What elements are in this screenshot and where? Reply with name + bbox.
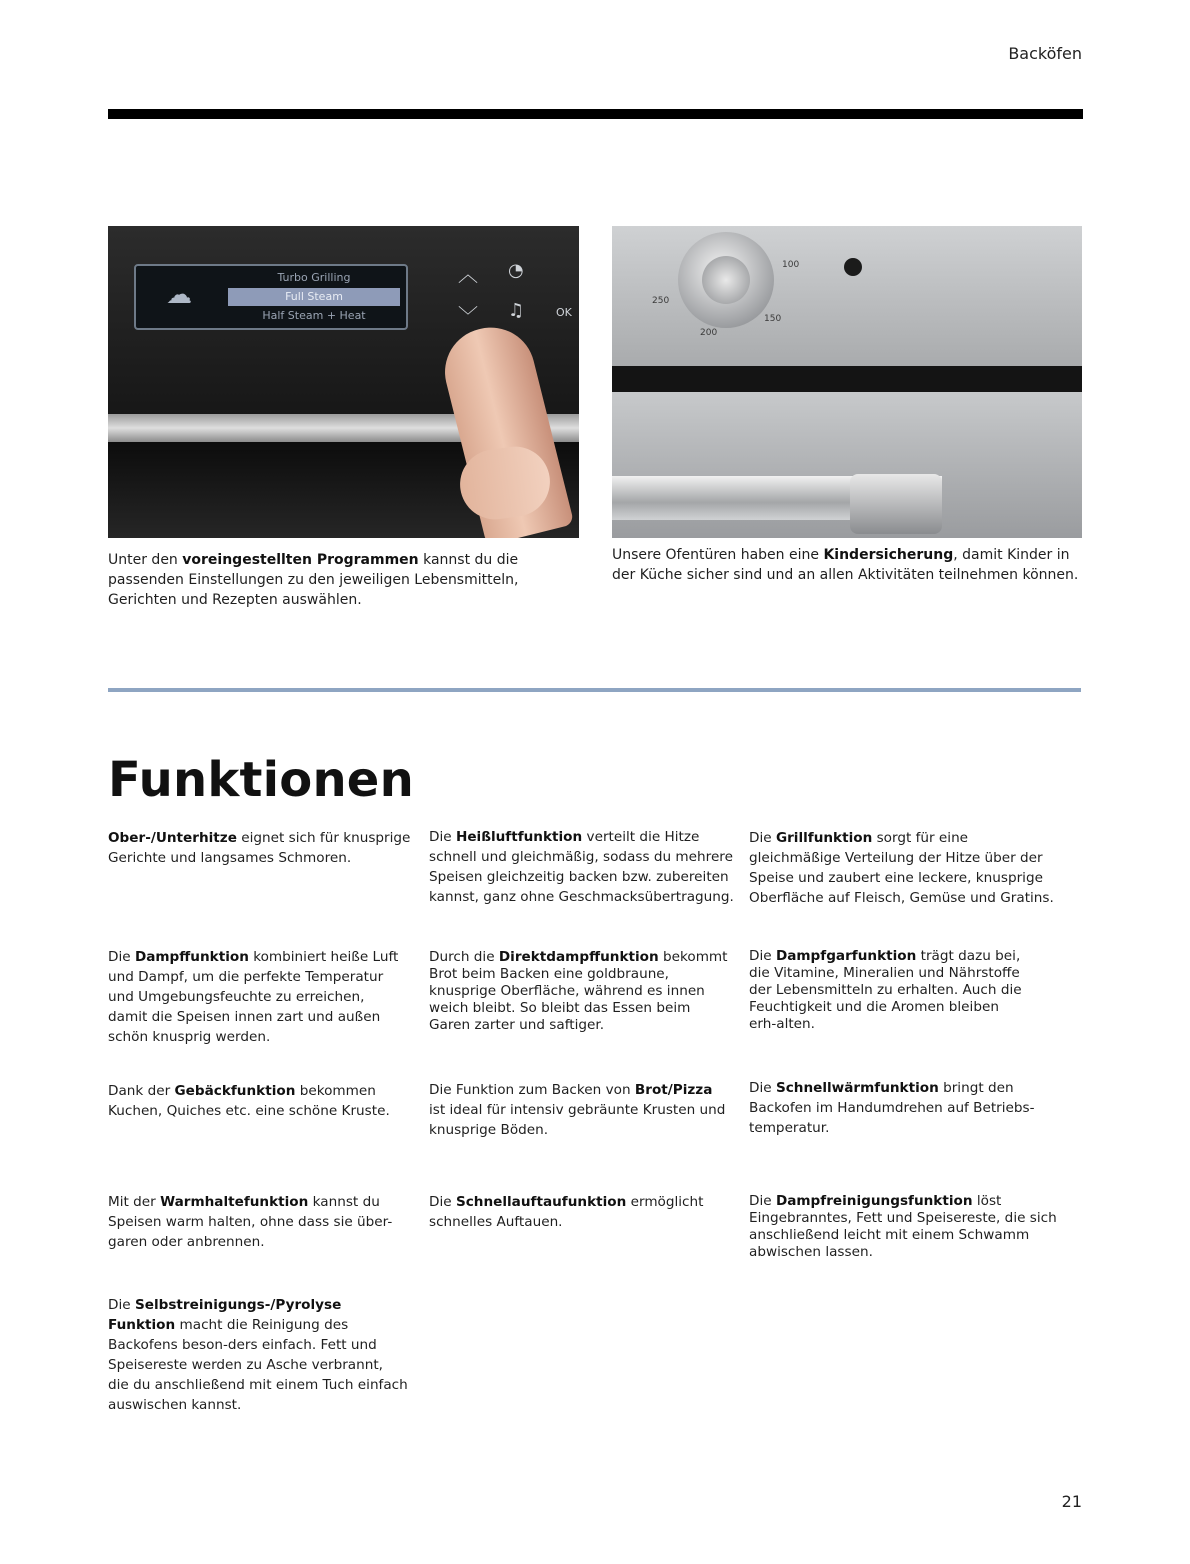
feature-text: macht die Reinigung des Backofens beson-ders einfach. Fett und Speisereste werden zu Asche verbrannt, die du anschließend mit einem Tuch einfach auswischen kannst. bbox=[108, 1317, 408, 1413]
ok-button-label: OK bbox=[556, 306, 572, 319]
dial-mark: 200 bbox=[700, 328, 718, 338]
feature-item bbox=[108, 1081, 398, 1121]
indicator-light bbox=[844, 258, 862, 276]
feature-text: ist ideal für intensiv gebräunte Krusten und knusprige Böden. bbox=[429, 1102, 726, 1138]
dial-mark: 250 bbox=[652, 296, 670, 306]
handle-end-cap bbox=[850, 474, 942, 534]
chevron-down-icon: ﹀ bbox=[458, 304, 478, 328]
feature-item bbox=[429, 1080, 729, 1140]
page-number: 21 bbox=[1061, 1492, 1082, 1511]
feature-text: Die bbox=[108, 1297, 135, 1313]
dial-mark: 100 bbox=[782, 260, 800, 270]
feature-text: ermöglicht schnelles Auftauen. bbox=[429, 1194, 704, 1230]
caption-programs bbox=[108, 550, 578, 610]
feature-text: bekommen Kuchen, Quiches etc. eine schöne Kruste. bbox=[108, 1083, 390, 1119]
feature-name: Schnellauftaufunktion bbox=[455, 1194, 627, 1210]
feature-text: löst Eingebranntes, Fett und Speisereste, die sich anschließend leicht mit einem Schwamm abwischen lassen. bbox=[749, 1193, 1057, 1260]
feature-text: Die bbox=[749, 830, 776, 846]
feature-name: Dampfgarfunktion bbox=[775, 948, 917, 964]
feature-text: Die bbox=[429, 829, 456, 845]
oven-door-photo bbox=[612, 226, 1082, 538]
steam-icon: ☁ bbox=[166, 280, 192, 310]
door-gap bbox=[612, 366, 1082, 392]
display-line: Turbo Grilling bbox=[277, 271, 351, 284]
feature-text: sorgt für eine gleichmäßige Verteilung der Hitze über der Speise und zaubert eine leckere, knusprige Oberfläche auf Fleisch, Gemüse und Gratins. bbox=[749, 830, 1054, 906]
lcd-display bbox=[134, 264, 408, 330]
feature-item bbox=[749, 1193, 1059, 1261]
chevron-up-icon: ︿ bbox=[458, 262, 478, 286]
feature-text: Die bbox=[749, 948, 776, 964]
dial-mark: 150 bbox=[764, 314, 782, 324]
feature-item bbox=[108, 828, 413, 868]
feature-text: eignet sich für knusprige Gerichte und langsames Schmoren. bbox=[108, 830, 411, 866]
caption-text: Unsere Ofentüren haben eine bbox=[612, 547, 824, 563]
feature-item bbox=[429, 1192, 709, 1232]
feature-text: bringt den Backofen im Handumdrehen auf Betriebs-temperatur. bbox=[749, 1080, 1035, 1136]
feature-item bbox=[429, 949, 734, 1034]
page-title: Funktionen bbox=[108, 752, 414, 808]
feature-name: Warmhaltefunktion bbox=[160, 1194, 309, 1210]
feature-name: Brot/Pizza bbox=[634, 1082, 713, 1098]
feature-text: kannst du Speisen warm halten, ohne dass sie über-garen oder anbrennen. bbox=[108, 1194, 393, 1250]
clock-icon: ◔ bbox=[508, 260, 524, 281]
feature-item bbox=[749, 948, 1029, 1033]
feature-name: Grillfunktion bbox=[775, 830, 873, 846]
feature-text: Die bbox=[749, 1193, 776, 1209]
bell-icon: ♫ bbox=[508, 300, 525, 321]
caption-bold: Kindersicherung bbox=[823, 547, 954, 563]
top-rule bbox=[108, 109, 1083, 119]
display-line-selected: Full Steam bbox=[228, 288, 400, 306]
knob-cap bbox=[702, 256, 750, 304]
caption-bold: voreingestellten Programmen bbox=[182, 552, 419, 568]
feature-item bbox=[108, 1192, 393, 1252]
feature-name: Heißluftfunktion bbox=[455, 829, 583, 845]
control-panel-photo bbox=[108, 226, 579, 538]
caption-text: kannst du die passenden Einstellungen zu den jeweiligen Lebensmitteln, Gerichten und Rezepten auswählen. bbox=[108, 552, 519, 608]
feature-text: kombiniert heiße Luft und Dampf, um die perfekte Temperatur und Umgebungsfeuchte zu erreichen, damit die Speisen innen zart und außen schön knusprig werden. bbox=[108, 949, 399, 1045]
display-line: Half Steam + Heat bbox=[262, 309, 366, 322]
feature-name: Selbstreinigungs-/Pyrolyse Funktion bbox=[108, 1297, 342, 1333]
feature-text: trägt dazu bei, die Vitamine, Mineralien und Nährstoffe der Lebensmitteln zu erhalten. Auch die Feuchtigkeit und die Aromen bleiben erh-alten. bbox=[749, 948, 1022, 1032]
feature-text: bekommt Brot beim Backen eine goldbraune, knusprige Oberfläche, während es innen weich bleibt. So bleibt das Essen beim Garen zarter und saftiger. bbox=[429, 949, 728, 1033]
caption-text: Unter den bbox=[108, 552, 183, 568]
feature-name: Direktdampffunktion bbox=[498, 949, 659, 965]
feature-item bbox=[429, 827, 734, 907]
feature-name: Dampfreinigungsfunktion bbox=[775, 1193, 973, 1209]
section-label: Backöfen bbox=[1008, 44, 1082, 63]
feature-name: Schnellwärmfunktion bbox=[775, 1080, 939, 1096]
feature-name: Dampffunktion bbox=[134, 949, 249, 965]
caption-text: , damit Kinder in der Küche sicher sind und an allen Aktivitäten teilnehmen können. bbox=[612, 547, 1079, 583]
feature-text: Die bbox=[429, 1194, 456, 1210]
caption-child-lock bbox=[612, 545, 1082, 585]
feature-item bbox=[108, 947, 408, 1047]
feature-item bbox=[108, 1295, 408, 1415]
feature-text: Dank der bbox=[108, 1083, 175, 1099]
feature-name: Ober-/Unterhitze bbox=[108, 830, 237, 846]
feature-text: Die bbox=[108, 949, 135, 965]
feature-item bbox=[749, 1078, 1039, 1138]
feature-text: verteilt die Hitze schnell und gleichmäßig, sodass du mehrere Speisen gleichzeitig backen bzw. zubereiten kannst, ganz ohne Geschmacksübertragung. bbox=[429, 829, 734, 905]
feature-text: Die bbox=[749, 1080, 776, 1096]
section-divider bbox=[108, 688, 1081, 692]
feature-text: Die Funktion zum Backen von bbox=[429, 1082, 635, 1098]
feature-item bbox=[749, 828, 1054, 908]
feature-text: Mit der bbox=[108, 1194, 161, 1210]
feature-name: Gebäckfunktion bbox=[174, 1083, 296, 1099]
feature-text: Durch die bbox=[429, 949, 499, 965]
